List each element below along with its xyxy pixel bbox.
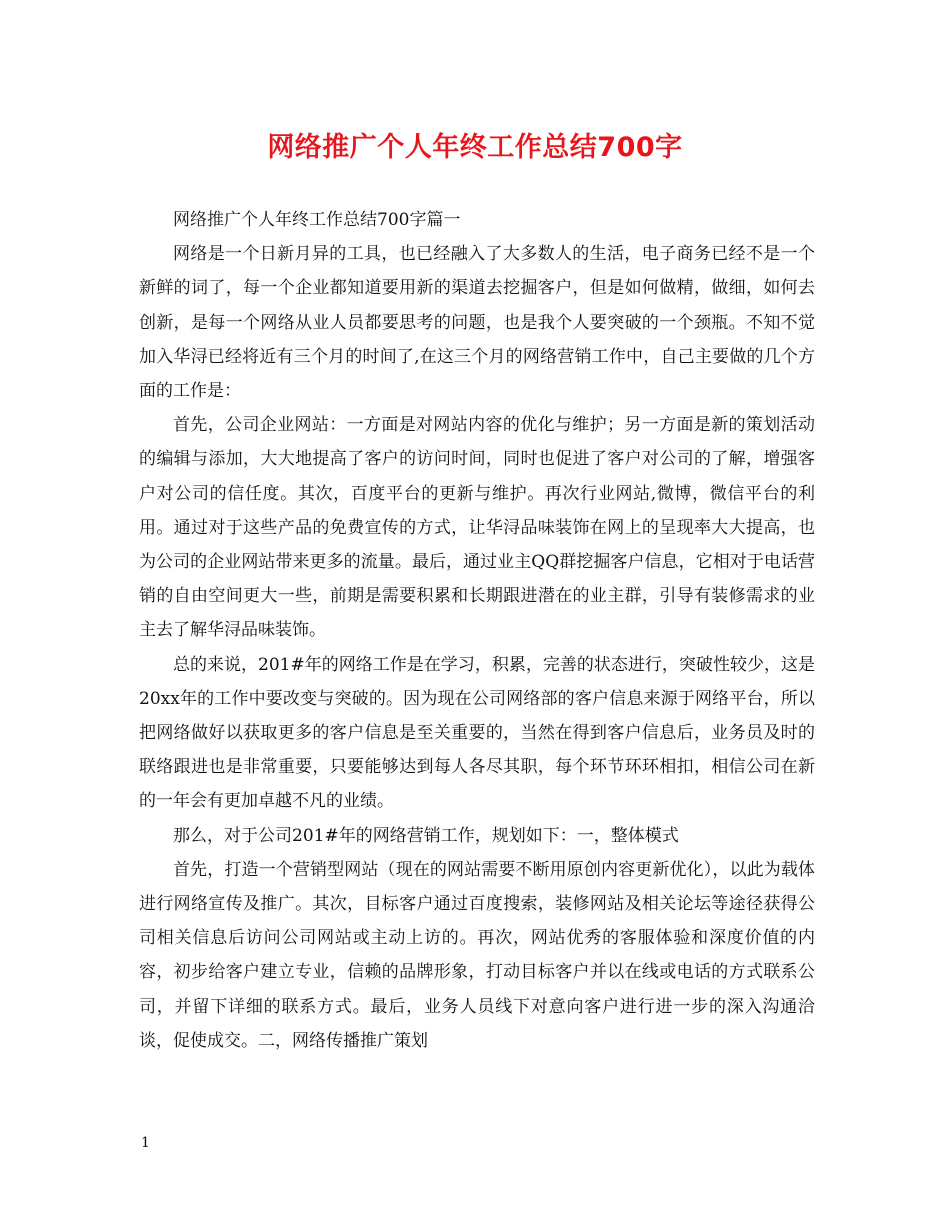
paragraph: 那么，对于公司201#年的网络营销工作，规划如下：一，整体模式	[173, 825, 679, 846]
document-title: 网络推广个人年终工作总结700字	[267, 132, 683, 163]
paragraph: 首先，打造一个营销型网站（现在的网站需要不断用原创内容更新优化），以此为载体进行网络宣传及推广。其次，目标客户通过百度搜索，装修网站及相关论坛等途径获得公司相关信息后访问公司网站或主动上访的。再次，网站优秀的客服体验和深度价值的内容，初步给客户建立专业，信赖的品牌形象，打动目标客户并以在线或电话的方式联系公司，并留下详细的联系方式。最后，业务人员线下对意向客户进行进一步的深入沟通洽谈，促使成交。二，网络传播推广策划	[139, 859, 815, 1051]
paragraph: 总的来说，201#年的网络工作是在学习，积累，完善的状态进行，突破性较少，这是20xx年的工作中要改变与突破的。因为现在公司网络部的客户信息来源于网络平台，所以把网络做好以获取更多的客户信息是至关重要的，当然在得到客户信息后，业务员及时的联络跟进也是非常重要，只要能够达到每人各尽其职，每个环节环环相扣，相信公司在新的一年会有更加卓越不凡的业绩。	[139, 654, 815, 812]
document-body	[139, 203, 815, 1058]
paragraph: 网络是一个日新月异的工具，也已经融入了大多数人的生活，电子商务已经不是一个新鲜的词了，每一个企业都知道要用新的渠道去挖掘客户，但是如何做精，做细，如何去创新，是每一个网络从业人员都要思考的问题，也是我个人要突破的一个颈瓶。不知不觉加入华浔已经将近有三个月的时间了,在这三个月的网络营销工作中，自己主要做的几个方面的工作是：	[139, 244, 815, 402]
paragraph: 首先，公司企业网站：一方面是对网站内容的优化与维护；另一方面是新的策划活动的编辑与添加，大大地提高了客户的访问时间，同时也促进了客户对公司的了解，增强客户对公司的信任度。其次，百度平台的更新与维护。再次行业网站,微博，微信平台的利用。通过对于这些产品的免费宣传的方式，让华浔品味装饰在网上的呈现率大大提高，也为公司的企业网站带来更多的流量。最后，通过业主QQ群挖掘客户信息，它相对于电话营销的自由空间更大一些，前期是需要积累和长期跟进潜在的业主群，引导有装修需求的业主去了解华浔品味装饰。	[139, 415, 815, 641]
paragraph-subtitle: 网络推广个人年终工作总结700字篇一	[173, 210, 461, 230]
page-number: 1	[141, 1135, 150, 1151]
